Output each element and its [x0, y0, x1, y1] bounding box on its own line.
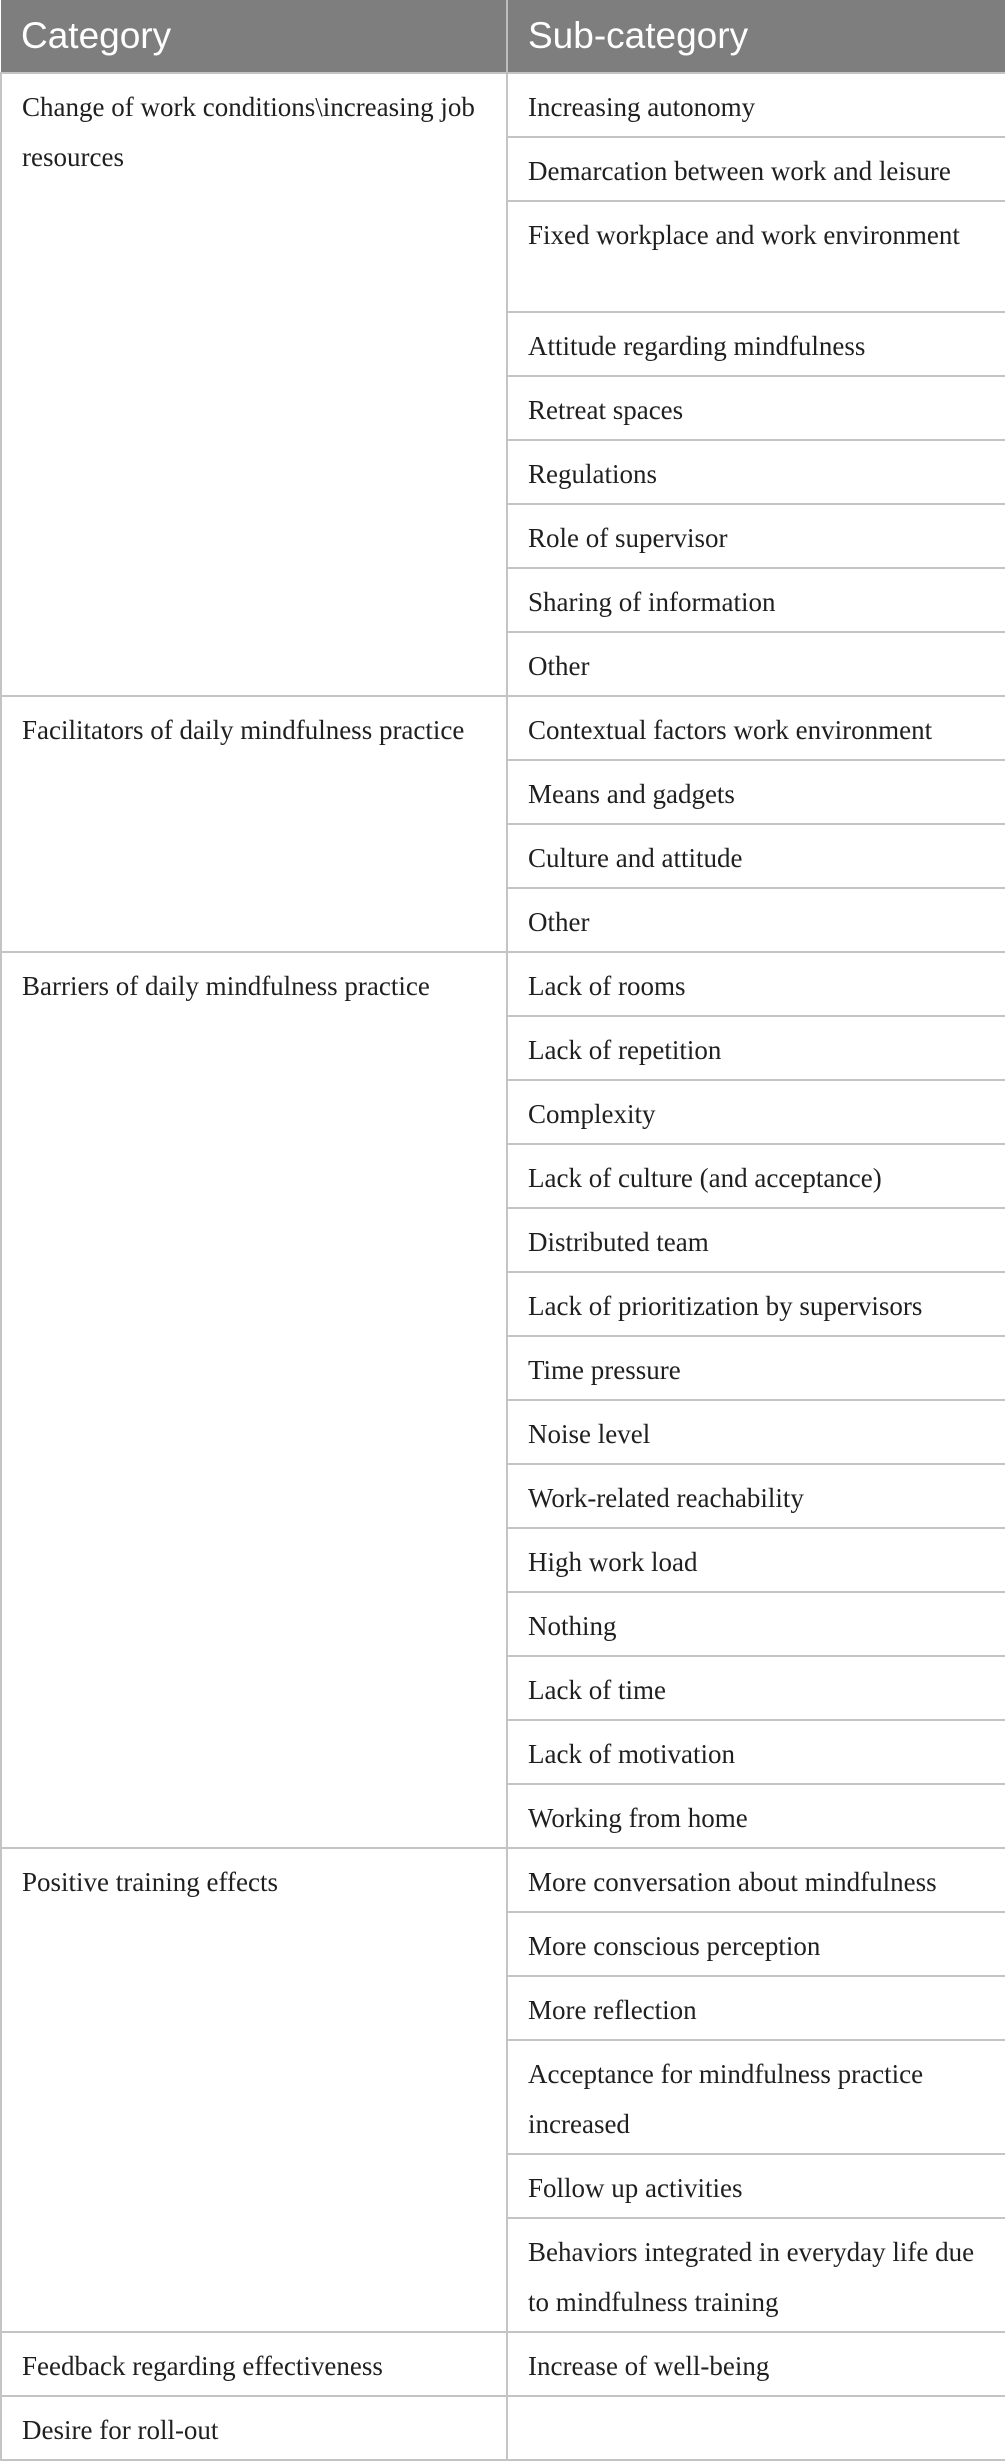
sub-category-cell: Lack of prioritization by supervisors: [507, 1272, 1005, 1336]
sub-category-cell: Nothing: [507, 1592, 1005, 1656]
sub-category-cell: Behaviors integrated in everyday life due to mindfulness training: [507, 2218, 1005, 2332]
sub-category-cell: Complexity: [507, 1080, 1005, 1144]
table-row: [1, 2332, 1005, 2396]
sub-category-cell: Lack of rooms: [507, 952, 1005, 1016]
sub-category-cell: Lack of time: [507, 1656, 1005, 1720]
sub-category-cell: Fixed workplace and work environment: [507, 201, 1005, 312]
sub-category-cell: Increase of well-being: [507, 2332, 1005, 2396]
sub-category-cell: Regulations: [507, 440, 1005, 504]
header-category: Category: [1, 0, 507, 73]
sub-category-cell: Distributed team: [507, 1208, 1005, 1272]
category-cell: Change of work conditions\increasing job resources: [1, 73, 507, 696]
sub-category-cell: High work load: [507, 1528, 1005, 1592]
table-header: [1, 0, 1005, 73]
sub-category-cell: Follow up activities: [507, 2154, 1005, 2218]
sub-category-cell: Sharing of information: [507, 568, 1005, 632]
sub-category-cell: Lack of motivation: [507, 1720, 1005, 1784]
header-row: [1, 0, 1005, 73]
sub-category-cell: Increasing autonomy: [507, 73, 1005, 137]
table-body: [1, 73, 1005, 2460]
sub-category-cell: Working from home: [507, 1784, 1005, 1848]
table-row: [1, 952, 1005, 1016]
table-row: [1, 2396, 1005, 2460]
category-cell: Feedback regarding effectiveness: [1, 2332, 507, 2396]
category-cell: Positive training effects: [1, 1848, 507, 2332]
category-cell: Barriers of daily mindfulness practice: [1, 952, 507, 1848]
sub-category-cell: Role of supervisor: [507, 504, 1005, 568]
sub-category-cell: Demarcation between work and leisure: [507, 137, 1005, 201]
table-row: [1, 73, 1005, 137]
sub-category-cell: Lack of repetition: [507, 1016, 1005, 1080]
sub-category-cell: More conscious perception: [507, 1912, 1005, 1976]
sub-category-cell: Lack of culture (and acceptance): [507, 1144, 1005, 1208]
table-row: [1, 696, 1005, 760]
category-cell: Facilitators of daily mindfulness practice: [1, 696, 507, 952]
sub-category-cell: Other: [507, 888, 1005, 952]
sub-category-cell: Contextual factors work environment: [507, 696, 1005, 760]
table-row: [1, 1848, 1005, 1912]
sub-category-cell: Means and gadgets: [507, 760, 1005, 824]
sub-category-cell: Work-related reachability: [507, 1464, 1005, 1528]
sub-category-cell: Culture and attitude: [507, 824, 1005, 888]
sub-category-cell: Attitude regarding mindfulness: [507, 312, 1005, 376]
sub-category-cell: [507, 2396, 1005, 2460]
sub-category-cell: More reflection: [507, 1976, 1005, 2040]
sub-category-cell: Noise level: [507, 1400, 1005, 1464]
sub-category-cell: Time pressure: [507, 1336, 1005, 1400]
header-sub-category: Sub-category: [507, 0, 1005, 73]
sub-category-cell: Other: [507, 632, 1005, 696]
category-cell: Desire for roll-out: [1, 2396, 507, 2460]
sub-category-cell: Retreat spaces: [507, 376, 1005, 440]
sub-category-cell: Acceptance for mindfulness practice increased: [507, 2040, 1005, 2154]
sub-category-cell: More conversation about mindfulness: [507, 1848, 1005, 1912]
